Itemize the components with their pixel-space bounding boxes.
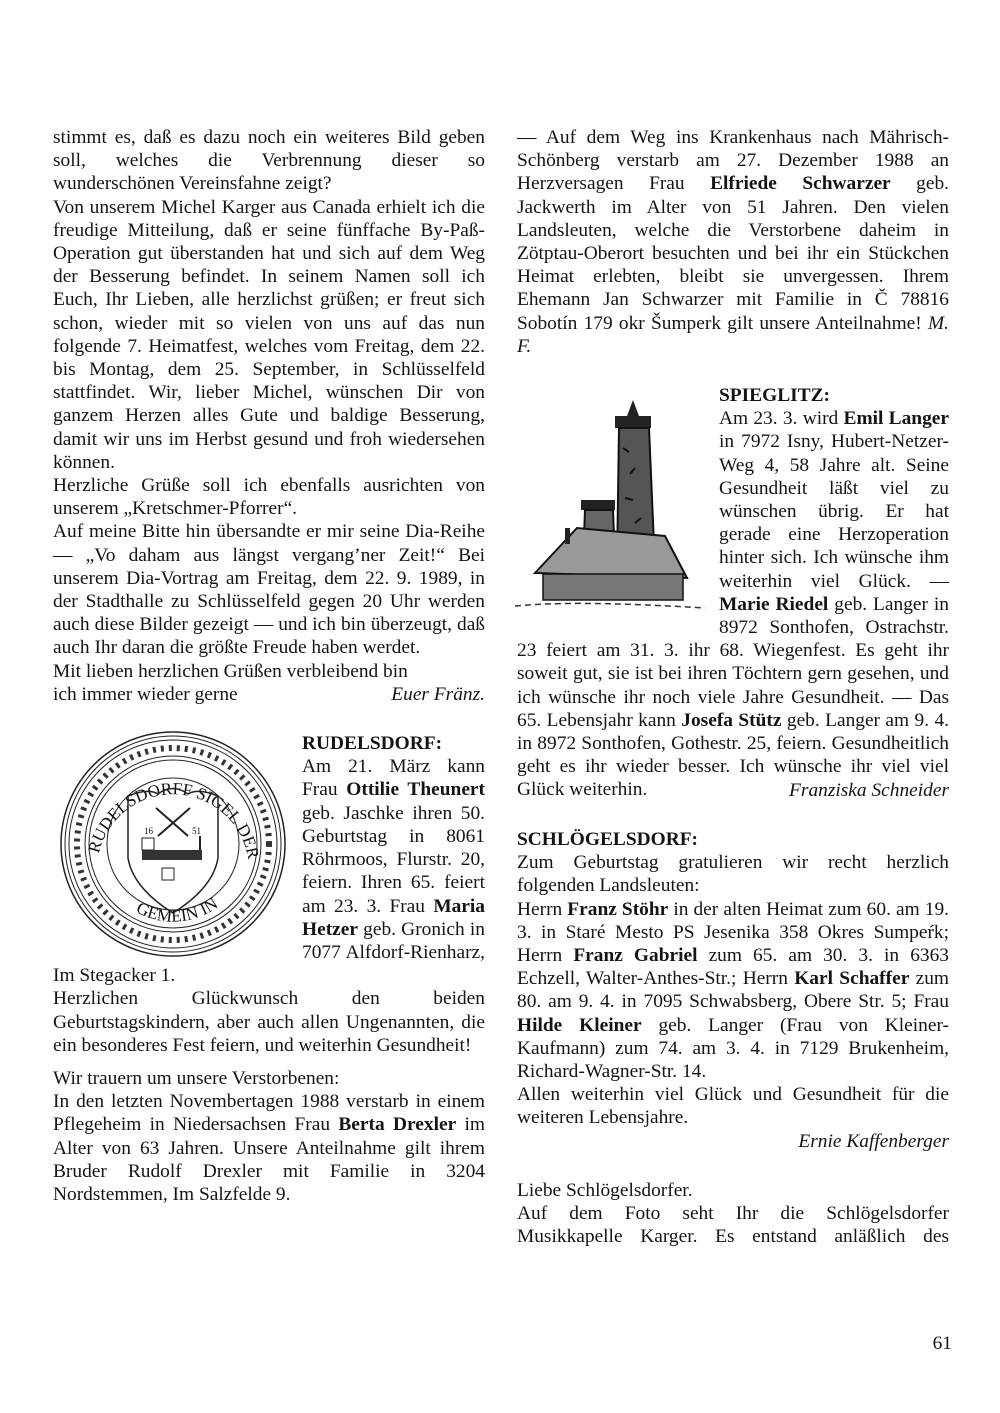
person-name: Karl Schaffer <box>794 968 910 990</box>
seal-icon <box>58 728 288 960</box>
paragraph: Wir trauern um unsere Verstorbenen: <box>53 1067 340 1089</box>
paragraph: Am 23. 3. wird Emil Langer in 7972 Isny, Hubert-Netzer-Weg 4, 58 Jahre alt. Seine Gesundheit läßt viel zu wünschen übrig. Er hat gerade eine Herzoperation hinter sich. Ich wünsche ihm weiterhin viel Glück. — Marie Riedel geb. Langer in 8972 Sonthofen, Ostrachstr. 23 feiert am 31. 3. ihr 68. Wiegenfest. Es geht ihr soweit gut, sie ist bei ihren Töchtern gern gesehen, und ich wünsche ihr noch viele Jahre Gesundheit. — Das 65. Lebensjahr kann Josefa Stütz geb. Langer am 9. 4. in 8972 Sonthofen, Gothestr. 25, feiern. Gesundheitlich geht es ihr wieder besser. Ich wünsche ihr viel viel Glück weiterhin. <box>517 408 949 801</box>
paragraph: Von unserem Michel Karger aus Canada erhielt ich die freudige Mitteilung, daß er seine fünffache By-Paß-Operation gut überstanden hat und sich auf dem Weg der Besserung befindet. In seinem Namen soll ich Euch, Ihr Lieben, alle herzlichst grüßen; er freut sich schon, wieder mit so vielen von uns auf das nun folgende 7. Heimatfest, welches vom Freitag, dem 22. bis Montag, dem 25. September, in Schlüsselfeld stattfindet. Wir, lieber Michel, wünschen Dir von ganzem Herzen alles Gute und baldige Besserung, damit wir uns im Herbst gesund und froh wiedersehen können. <box>53 196 485 473</box>
author-initials: M. F. <box>517 312 949 357</box>
svg-text:GEMEIN IN: GEMEIN IN <box>133 893 222 926</box>
section-heading-schloegelsdorf: SCHLÖGELSDORF: <box>517 828 699 850</box>
signature: Franziska Schneider <box>789 779 949 801</box>
rudelsdorf-seal-image <box>58 728 288 960</box>
person-name: Emil Langer <box>843 408 949 430</box>
paragraph: In den letzten Novembertagen 1988 verstarb in einem Pflegeheim in Niedersachsen Frau Berta Drexler im Alter von 63 Jahren. Unsere Anteilnahme gilt ihrem Bruder Rudolf Drexler mit Familie in 3204 Nordstemmen, Im Salzfelde 9. <box>53 1091 485 1205</box>
person-name: Berta Drexler <box>338 1114 457 1136</box>
mourning-section <box>53 1067 485 1206</box>
paragraph: stimmt es, daß es dazu noch ein weiteres Bild geben soll, welches die Verbrennung dieser so wunderschönen Vereinsfahne zeigt? <box>53 127 485 195</box>
person-name: Elfriede Schwarzer <box>710 173 891 195</box>
paragraph: Herrn Franz Stöhr in der alten Heimat zum 60. am 19. 3. in Staré Mesto PS Jesenika 358 Okres Sumpeŕk; Herrn Franz Gabriel zum 65. am 30. 3. in 6363 Echzell, Walter-Anthes-Str.; Herrn Karl Schaffer zum 80. am 9. 4. in 7095 Schwabsberg, Obere Str. 5; Frau Hilde Kleiner geb. Langer (Frau von Kleiner-Kaufmann) zum 74. am 3. 4. in 7129 Brukenheim, Richard-Wagner-Str. 14. <box>517 898 949 1082</box>
paragraph: — Auf dem Weg ins Krankenhaus nach Mährisch-Schönberg verstarb am 27. Dezember 1988 an Herzversagen Frau Elfriede Schwarzer geb. Jackwerth im Alter von 51 Jahren. Den vielen Landsleuten, welche die Verstorbene daheim in Zötptau-Oberort besuchten und bei ihr ein Stückchen Heimat erlebten, bleibt sie unvergessen. Ihrem Ehemann Jan Schwarzer mit Familie in Č 78816 Sobotín 179 okr Šumperk gilt unsere Anteilnahme! M. F. <box>517 127 950 357</box>
spieglitz-tower-image <box>515 378 705 618</box>
paragraph: Auf dem Foto seht Ihr die Schlögelsdorfer Musikkapelle Karger. Es entstand anläßlich des <box>517 1202 949 1248</box>
page-number: 61 <box>932 1333 952 1354</box>
signature: Euer Fränz. <box>391 683 485 705</box>
spieglitz-section <box>517 384 949 802</box>
section-heading-spieglitz: SPIEGLITZ: <box>719 385 830 407</box>
paragraph: Herzliche Grüße soll ich ebenfalls ausrichten von unserem „Kretschmer-Pforrer“. <box>53 475 485 520</box>
paragraph: Mit lieben herzlichen Grüßen verbleibend bin <box>53 660 408 682</box>
paragraph: Herzlichen Glückwunsch den beiden Geburtstagskindern, aber auch allen Ungenannten, die ein besonderes Fest feiern, und weiterhin Gesundheit! <box>53 988 485 1056</box>
svg-text:16: 16 <box>144 826 153 837</box>
paragraph: Am 21. März kann Frau Ottilie Theunert geb. Jaschke ihren 50. Geburtstag in 8061 Röhrmoos, Flurstr. 20, feiern. Ihren 65. feiert am 23. 3. Frau Maria Hetzer geb. Gronich in 7077 Alfdorf-Rienharz, Im Stegacker 1. <box>53 756 485 987</box>
section-heading-rudelsdorf: RUDELSDORF: <box>302 733 443 755</box>
svg-text:RUDELSDORFF SIGEL DER: RUDELSDORFF SIGEL DER <box>84 779 264 861</box>
svg-text:51: 51 <box>192 826 201 837</box>
person-name: Franz Stöhr <box>567 898 669 920</box>
tower-icon <box>515 378 705 618</box>
person-name: Franz Gabriel <box>573 944 698 966</box>
person-name: Maria Hetzer <box>302 895 485 940</box>
closing-text: ich immer wieder gerne <box>53 683 238 705</box>
letter-section <box>517 1179 949 1249</box>
person-name: Josefa Stütz <box>681 709 782 731</box>
signature: Ernie Kaffenberger <box>798 1130 949 1152</box>
paragraph: Allen weiterhin viel Glück und Gesundheit für die weiteren Lebensjahre. <box>517 1084 949 1129</box>
salutation: Liebe Schlögelsdorfer. <box>517 1179 693 1201</box>
person-name: Ottilie Theunert <box>346 779 485 801</box>
person-name: Marie Riedel <box>719 593 829 615</box>
rudelsdorf-section <box>53 732 485 1057</box>
right-column <box>517 126 949 1248</box>
paragraph: Auf meine Bitte hin übersandte er mir seine Dia-Reihe — „Vo daham aus längst vergang’ner Zeit!“ Bei unserem Dia-Vortrag am Freitag, dem 22. 9. 1989, in der Stadthalle zu Schlüsselfeld gegen 20 Uhr werden auch diese Bilder gezeigt — und ich bin überzeugt, daß auch Ihr daran die größte Freude haben werdet. <box>53 521 485 659</box>
schloegelsdorf-section <box>517 828 949 1153</box>
paragraph: Zum Geburtstag gratulieren wir recht herzlich folgenden Landsleuten: <box>517 852 949 897</box>
signature-line <box>53 683 485 706</box>
person-name: Hilde Kleiner <box>517 1014 642 1036</box>
left-column <box>53 126 485 1206</box>
